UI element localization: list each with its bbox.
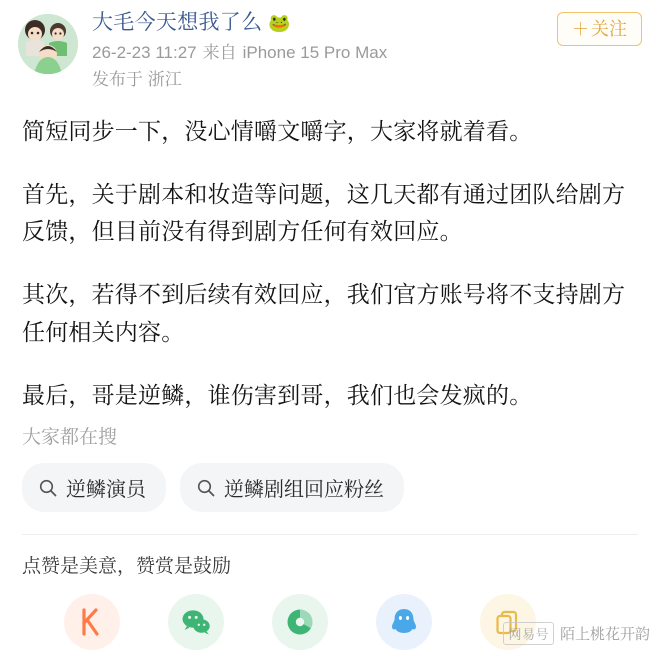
- post-body: [0, 113, 660, 415]
- search-chip-label: 逆鳞剧组回应粉丝: [224, 479, 384, 501]
- watermark: [503, 622, 650, 645]
- suggested-searches: [0, 422, 660, 512]
- watermark-logo: 网易号: [503, 622, 554, 645]
- post-paragraph: 其次，若得不到后续有效回应，我们官方账号将不支持剧方任何相关内容。: [22, 281, 626, 345]
- suggested-searches-title: 大家都在搜: [22, 427, 118, 448]
- share-button-qq[interactable]: [376, 594, 432, 650]
- share-button-wechat[interactable]: [168, 594, 224, 650]
- search-chip[interactable]: [22, 463, 166, 512]
- kuaishou-icon: [75, 605, 109, 639]
- moments-icon: [283, 605, 317, 639]
- wechat-icon: [179, 605, 213, 639]
- post-location: 发布于 浙江: [92, 70, 182, 90]
- share-button-moments[interactable]: [272, 594, 328, 650]
- author-nickname[interactable]: 大毛今天想我了么: [92, 11, 263, 34]
- qq-icon: [387, 605, 421, 639]
- follow-button[interactable]: [557, 12, 642, 46]
- search-chip-label: 逆鳞演员: [66, 479, 146, 501]
- search-icon: [196, 478, 216, 498]
- source-prefix: 来自: [202, 43, 237, 62]
- divider: [22, 534, 638, 535]
- plus-icon: ＋: [572, 20, 589, 39]
- suggested-search-chips: [22, 463, 638, 512]
- avatar[interactable]: [18, 14, 78, 74]
- post-device: iPhone 15 Pro Max: [242, 43, 388, 62]
- watermark-text: 陌上桃花开韵: [559, 626, 650, 643]
- search-icon: [38, 478, 58, 498]
- frog-badge-icon: 🐸: [268, 12, 291, 33]
- follow-button-label: 关注: [591, 19, 627, 39]
- post-paragraph: 首先，关于剧本和妆造等问题，这几天都有通过团队给剧方反馈，但目前没有得到剧方任何有效回应。: [22, 180, 626, 244]
- post-paragraph: 最后，哥是逆鳞，谁伤害到哥，我们也会发疯的。: [22, 381, 533, 408]
- search-chip[interactable]: [180, 463, 404, 512]
- post-header: [0, 0, 660, 91]
- post-paragraph: 简短同步一下，没心情嚼文嚼字，大家将就着看。: [22, 117, 533, 144]
- post-timestamp: 26-2-23 11:27: [92, 43, 197, 62]
- user-avatar-illustration: [18, 14, 78, 74]
- share-button-kuaishou[interactable]: [64, 594, 120, 650]
- share-section-title: 点赞是美意，赞赏是鼓励: [22, 556, 232, 577]
